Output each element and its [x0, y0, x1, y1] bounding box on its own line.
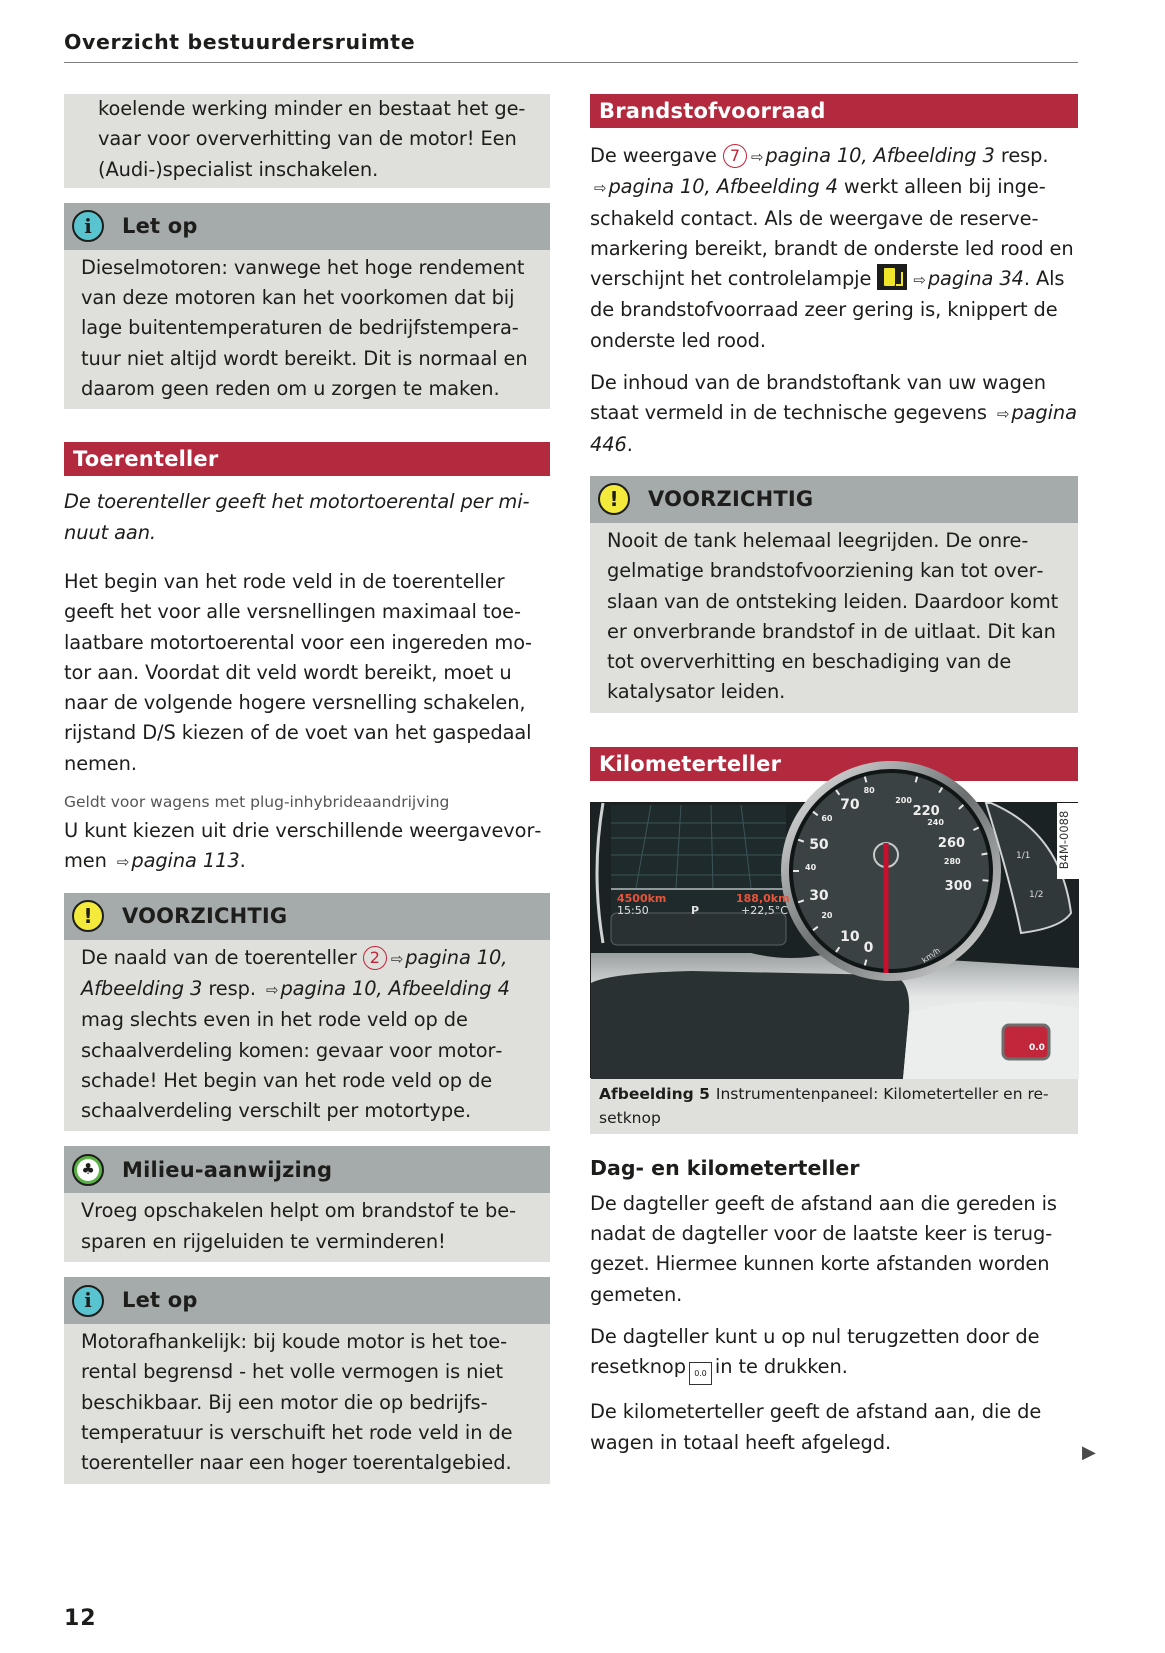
- speedometer-dial: [793, 773, 989, 969]
- page-reference-link[interactable]: pagina 10, Afbeelding 4: [280, 976, 510, 1000]
- callout-number: 7: [723, 144, 747, 168]
- instrument-panel-illustration: [591, 803, 1079, 1079]
- speed-label: 70: [840, 796, 860, 813]
- speed-label: 0: [863, 939, 874, 956]
- display-trip-km: 188,0km: [736, 891, 790, 905]
- paragraph-text: werkt alleen bij ingeschakeld contact. Als de weergave de reservemarkering bereikt, brandt de onderste led rood en verschijnt het controlelampje: [590, 175, 1074, 291]
- caution-box-tachometer: [64, 893, 550, 1132]
- caution-box-fuel: [590, 476, 1078, 713]
- environment-title: Milieu-aanwijzing: [122, 1157, 333, 1182]
- note-title: Let op: [122, 1288, 198, 1313]
- caption-label: Afbeelding 5: [599, 1084, 710, 1103]
- arrow-right-icon: ⇨: [116, 853, 130, 872]
- applies-note: Geldt voor wagens met plug-inhybrideaandrijving: [64, 793, 450, 812]
- info-icon: i: [72, 1285, 104, 1317]
- speed-label: 10: [840, 928, 860, 945]
- paragraph-text: De inhoud van de brandstoftank van uw wagen staat vermeld in de technische gegevens: [590, 371, 1046, 425]
- speed-label: 60: [821, 814, 833, 824]
- note-title: Let op: [122, 214, 198, 239]
- paragraph-text: .: [626, 432, 633, 456]
- speed-label: 30: [809, 888, 829, 905]
- page-reference-link[interactable]: pagina 10, Afbeelding 3: [81, 945, 508, 1000]
- arrow-right-icon: ⇨: [594, 179, 607, 198]
- arrow-right-icon: ⇨: [390, 949, 404, 968]
- continue-arrow-icon: ▶: [1082, 1442, 1096, 1463]
- environment-text: Vroeg opschakelen helpt om brandstof te besparen en rijgeluiden te verminderen!: [81, 1199, 517, 1253]
- continued-line: koelende werking minder en bestaat het ge-: [98, 97, 526, 120]
- page-title: Overzicht bestuurdersruimte: [64, 30, 416, 54]
- reset-button-label: 0.0: [1029, 1042, 1045, 1053]
- speed-unit: km/h: [920, 945, 942, 965]
- speed-label: 40: [805, 862, 817, 872]
- speed-label: 50: [809, 837, 829, 854]
- caution-header: [590, 476, 1078, 523]
- page-header: [64, 28, 1078, 63]
- section-heading-brandstofvoorraad: Brandstofvoorraad: [590, 94, 1078, 128]
- note-box-diesel: [64, 203, 550, 409]
- fuel-warning-lamp-icon: [877, 264, 907, 290]
- display-gear: P: [691, 903, 700, 917]
- paragraph-text: De weergave: [590, 144, 717, 167]
- caution-text-part: mag slechts even in het rode veld op de schaalverdeling komen: gevaar voor motorschade! Het begin van het rode veld op de schaalverdeling verschilt per motortype.: [81, 1008, 503, 1123]
- warning-icon: !: [598, 483, 630, 515]
- subheading-trip-odometer: Dag- en kilometerteller: [590, 1155, 860, 1180]
- paragraph: [590, 141, 1078, 356]
- speed-tick: [982, 853, 988, 854]
- intro-text: De toerenteller geeft het motortoerental per minuut aan.: [64, 490, 530, 544]
- paragraph: Het begin van het rode veld in de toerenteller geeft het voor alle versnellingen maximaal toelaatbare motortoerental voor een ingereden motor aan. Voordat dit veld wordt bereikt, moet u naar de volgende hogere versnelling schakelen, rijstand D/S kiezen of de voet van het gaspedaal nemen.: [64, 569, 532, 775]
- page-reference-link[interactable]: pagina 34: [927, 267, 1024, 291]
- speed-label: 260: [937, 836, 966, 852]
- paragraph: U kunt kiezen uit drie verschillende weergavevormen ⇨ pagina 113.: [64, 819, 542, 873]
- note-header: [64, 1277, 550, 1324]
- arrow-right-icon: ⇨: [750, 148, 764, 166]
- caution-title: VOORZICHTIG: [648, 487, 814, 512]
- speed-label: 200: [895, 795, 912, 805]
- left-column: [64, 94, 550, 1484]
- fuel-label-half: 1/2: [1029, 889, 1044, 900]
- page-reference-link[interactable]: pagina 446: [590, 401, 1077, 456]
- info-icon: i: [72, 210, 104, 242]
- reset-button-icon: 0.0: [689, 1362, 712, 1385]
- paragraph: De kilometerteller geeft de afstand aan, die de wagen in totaal heeft afgelegd.: [590, 1400, 1042, 1454]
- speed-tick: [983, 880, 989, 881]
- section-heading-kilometerteller: Kilometerteller: [590, 747, 1078, 781]
- paragraph-text: U kunt kiezen uit drie verschillende weergavevormen: [64, 819, 542, 873]
- page-number: 12: [64, 1606, 97, 1631]
- callout-number: 2: [363, 946, 387, 970]
- caution-text: [81, 943, 536, 1127]
- note-header: [64, 203, 550, 250]
- right-column: [590, 94, 1078, 1458]
- page-reference-link[interactable]: pagina 113: [131, 849, 240, 873]
- paragraph-text: . Als de brandstofvoorraad zeer gering is, knippert de onderste led rood.: [590, 267, 1065, 352]
- caption-text: Instrumentenpaneel: Kilometerteller en resetknop: [599, 1084, 1049, 1127]
- note-text: Motorafhankelijk: bij koude motor is het toerental begrensd - het volle vermogen is niet beschikbaar. Bij een motor die op bedrijfstemperatuur is verschuift het rode veld in de toerenteller naar een hoger toerentalgebied.: [81, 1330, 513, 1475]
- continued-line: (Audi-)specialist inschakelen.: [98, 157, 379, 181]
- speed-label: 80: [863, 785, 875, 795]
- paragraph: [590, 1322, 1078, 1385]
- fuel-label-full: 1/1: [1016, 850, 1031, 861]
- reset-button: [1003, 1025, 1049, 1059]
- note-text: Dieselmotoren: vanwege het hoge rendement van deze motoren kan het voorkomen dat bij lage buitentemperaturen de bedrijfstemperatuur niet altijd wordt bereikt. Dit is normaal en daarom geen reden om u zorgen te maken.: [81, 255, 528, 401]
- instrument-panel-figure: [590, 785, 1078, 1078]
- arrow-right-icon: ⇨: [265, 980, 279, 999]
- paragraph: [590, 368, 1078, 460]
- display-total-km: 4500km: [617, 891, 667, 905]
- speed-label: 280: [943, 856, 961, 866]
- arrow-right-icon: ⇨: [913, 271, 926, 290]
- paragraph-text: in te drukken.: [714, 1355, 848, 1379]
- figure-caption: [590, 1078, 1078, 1134]
- caution-text-part: resp.: [208, 976, 256, 1000]
- speed-label: 240: [927, 818, 944, 828]
- tree-icon: ♣: [72, 1154, 104, 1186]
- display-time: 15:50: [617, 903, 649, 917]
- paragraph: De dagteller geeft de afstand aan die gereden is nadat de dagteller voor de laatste keer is teruggezet. Hiermee kunnen korte afstanden worden gemeten.: [590, 1191, 1057, 1306]
- caution-header: [64, 893, 550, 940]
- speed-label: 220: [912, 804, 940, 820]
- caution-text: Nooit de tank helemaal leegrijden. De onregelmatige brandstofvoorziening kan tot overslaan van de ontsteking leiden. Daardoor komt er onverbrande brandstof in de uitlaat. Dit kan tot oververhitting en beschadiging van de katalysator leiden.: [607, 528, 1059, 704]
- paragraph-text: De dagteller kunt u op nul terugzetten door de resetknop: [590, 1324, 1040, 1379]
- note-box-cold-engine: [64, 1277, 550, 1483]
- section-heading-toerenteller: Toerenteller: [64, 442, 550, 476]
- figure-code: B4M-0088: [1057, 810, 1071, 870]
- paragraph-text: resp.: [1000, 144, 1049, 167]
- continued-line: vaar voor oververhitting van de motor! Een: [98, 127, 517, 151]
- continued-warning-box: [64, 94, 550, 188]
- page-reference-link[interactable]: pagina 10, Afbeelding 4: [608, 175, 838, 199]
- speed-label: 300: [944, 878, 972, 894]
- environment-header: [64, 1146, 550, 1193]
- warning-icon: !: [72, 900, 104, 932]
- page-reference-link[interactable]: pagina 10, Afbeelding 3: [765, 144, 995, 167]
- display-temperature: +22,5°C: [741, 903, 788, 917]
- speed-label: 20: [821, 911, 833, 921]
- caution-text-part: De naald van de toerenteller: [81, 945, 357, 969]
- arrow-right-icon: ⇨: [996, 405, 1010, 424]
- caution-title: VOORZICHTIG: [122, 903, 288, 928]
- environment-box: [64, 1146, 550, 1262]
